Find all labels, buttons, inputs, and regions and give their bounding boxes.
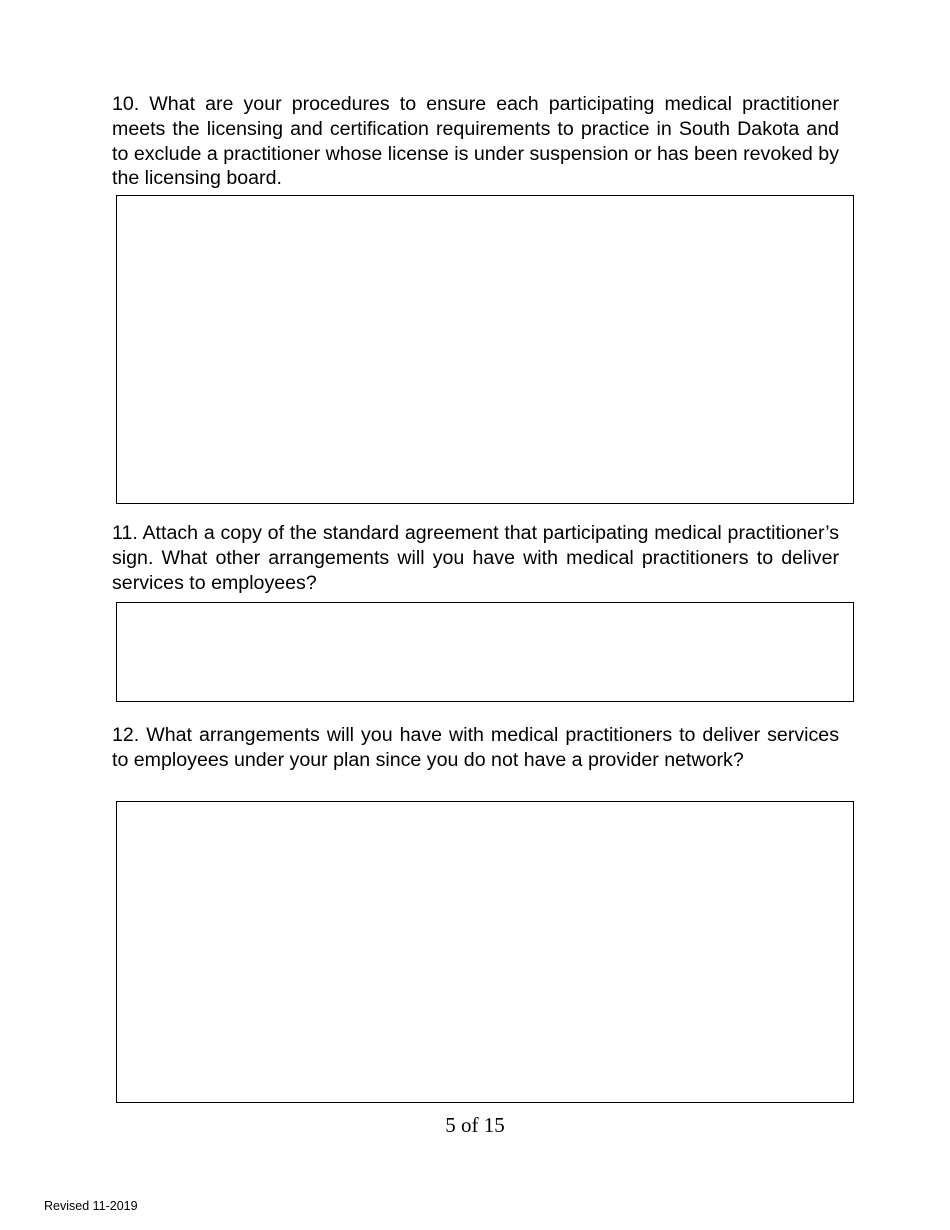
question-10-answer-box[interactable] bbox=[116, 195, 854, 504]
revision-date: Revised 11-2019 bbox=[44, 1199, 138, 1213]
page-number: 5 of 15 bbox=[445, 1113, 505, 1137]
question-12-text: 12. What arrangements will you have with medical practitioners to deliver services to employees under your plan since you do not have a provider network? bbox=[112, 724, 839, 771]
question-11-answer-box[interactable] bbox=[116, 602, 854, 702]
question-11-text: 11. Attach a copy of the standard agreement that participating medical practitioner’s sign. What other arrangements will you have with medical practitioners to deliver services to employees? bbox=[112, 522, 839, 594]
question-10-text: 10. What are your procedures to ensure each participating medical practitioner meets the licensing and certification requirements to practice in South Dakota and to exclude a practitioner whose license is under suspension or has been revoked by the licensing board. bbox=[112, 93, 839, 190]
question-12-answer-box[interactable] bbox=[116, 801, 854, 1103]
